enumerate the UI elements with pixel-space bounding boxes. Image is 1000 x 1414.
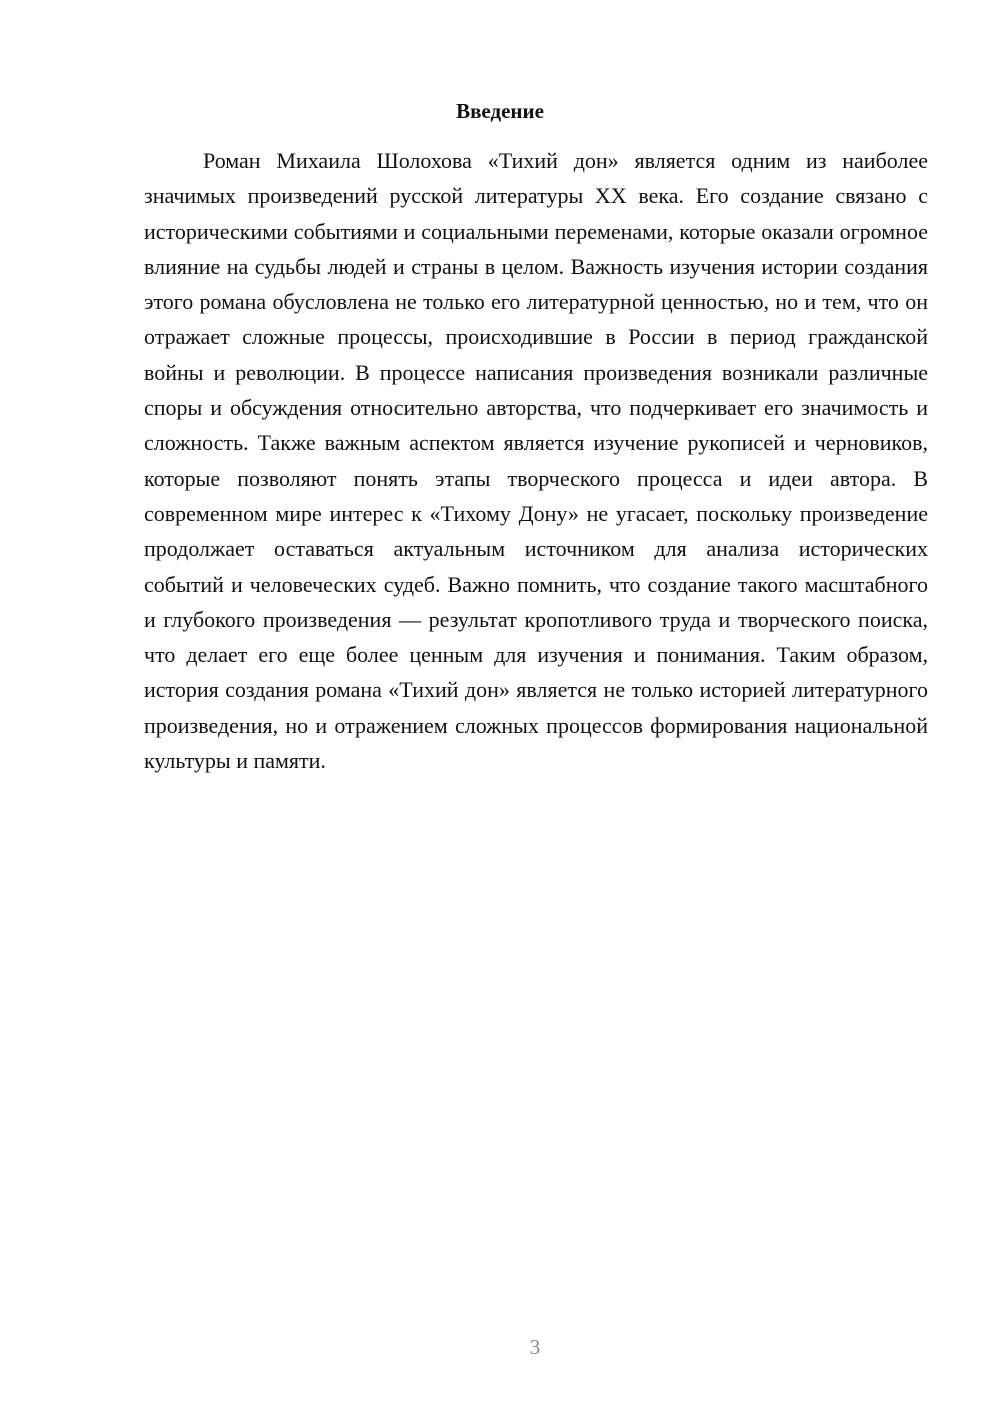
section-heading: Введение <box>456 99 544 123</box>
page-number: 3 <box>529 1335 541 1359</box>
body-paragraph: Роман Михаила Шолохова «Тихий дон» является одним из наиболее значимых произведений русской литературы XX века. Его создание связано с историческими событиями и социальными переменами, которые оказали огромное влияние на судьбы людей и страны в целом. Важность изучения истории создания этого романа обусловлена не только его литературной ценностью, но и тем, что он отражает сложные процессы, происходившие в России в период гражданской войны и революции. В процессе написания произведения возникали различные споры и обсуждения относительно авторства, что подчеркивает его значимость и сложность. Также важным аспектом является изучение рукописей и черновиков, которые позволяют понять этапы творческого процесса и идеи автора. В современном мире интерес к «Тихому Дону» не угасает, поскольку произведение продолжает оставаться актуальным источником для анализа исторических событий и человеческих судеб. Важно помнить, что создание такого масштабного и глубокого произведения — результат кропотливого труда и творческого поиска, что делает его еще более ценным для изучения и понимания. Таким образом, история создания романа «Тихий дон» является не только историей литературного произведения, но и отражением сложных процессов формирования национальной культуры и памяти. <box>144 148 928 774</box>
